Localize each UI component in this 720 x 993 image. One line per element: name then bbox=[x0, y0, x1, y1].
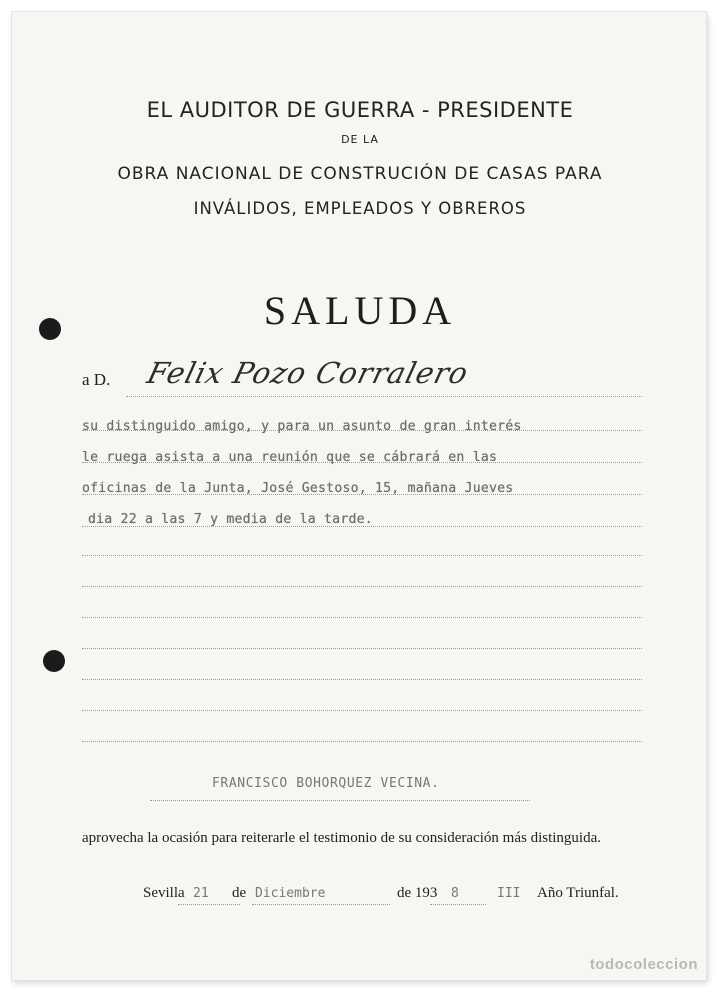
typed-body-line: oficinas de la Junta, José Gestoso, 15, mañana Jueves bbox=[82, 481, 514, 496]
dateline-era-numeral: III bbox=[497, 886, 521, 901]
form-rule bbox=[150, 800, 530, 801]
document-title: SALUDA bbox=[263, 288, 457, 333]
dateline-year-digit: 8 bbox=[451, 886, 459, 901]
form-rule bbox=[126, 396, 642, 397]
typed-signature: FRANCISCO BOHORQUEZ VECINA. bbox=[212, 776, 440, 791]
form-rule bbox=[82, 648, 642, 649]
header-line-3: OBRA NACIONAL DE CONSTRUCIÓN DE CASAS PARA bbox=[117, 164, 603, 184]
punch-hole-bottom bbox=[43, 650, 65, 672]
closing-text: aprovecha la ocasión para reiterarle el testimonio de su consideración más distinguida. bbox=[82, 830, 601, 846]
dateline-month: Diciembre bbox=[255, 886, 326, 901]
header-line-1: EL AUDITOR DE GUERRA - PRESIDENTE bbox=[146, 98, 574, 122]
dateline-de-1: de bbox=[232, 885, 247, 901]
form-rule bbox=[82, 710, 642, 711]
typed-body-line: dia 22 a las 7 y media de la tarde. bbox=[88, 512, 373, 527]
dateline-era-text: Año Triunfal. bbox=[537, 885, 619, 901]
dateline-day: 21 bbox=[193, 886, 209, 901]
typed-body-line: su distinguido amigo, y para un asunto de gran interés bbox=[82, 419, 522, 434]
form-rule bbox=[252, 904, 390, 905]
watermark-logo: todocoleccion bbox=[589, 956, 698, 973]
recipient-prefix: a D. bbox=[82, 370, 111, 389]
form-rule bbox=[430, 904, 486, 905]
dateline-de-year-prefix: de 193 bbox=[397, 885, 438, 901]
dateline-city: Sevilla bbox=[143, 885, 185, 901]
form-rule bbox=[82, 741, 642, 742]
form-rule bbox=[82, 679, 642, 680]
typed-body-line: le ruega asista a una reunión que se cábrará en las bbox=[82, 450, 498, 465]
header-line-4: INVÁLIDOS, EMPLEADOS Y OBREROS bbox=[193, 199, 527, 218]
form-rule bbox=[82, 586, 642, 587]
form-rule bbox=[178, 904, 240, 905]
form-rule bbox=[82, 617, 642, 618]
recipient-handwritten-name: Felix Pozo Corralero bbox=[143, 356, 473, 390]
form-rule bbox=[82, 555, 642, 556]
header-line-2: DE LA bbox=[341, 133, 379, 146]
